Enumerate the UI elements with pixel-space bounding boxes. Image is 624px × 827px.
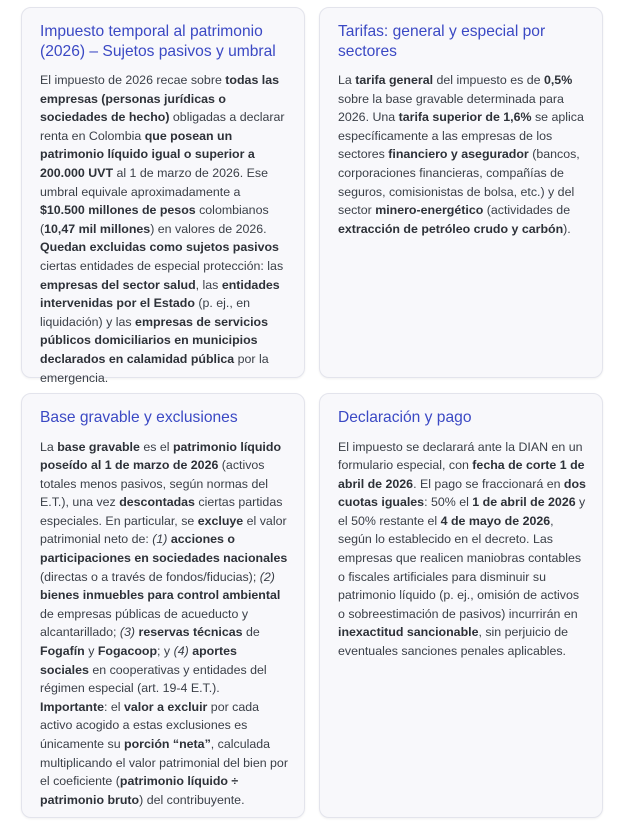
bold-text: excluye: [197, 513, 244, 528]
bold-text: 0,5%: [543, 73, 573, 87]
body-text: en cooperativas y entidades del régimen especial (art. 19-4 E.T.).: [40, 662, 267, 696]
body-text: (activos totales menos pasivos, según normas del E.T.), una vez: [40, 458, 268, 510]
bold-text: porción “neta”: [124, 737, 211, 751]
bold-text: patrimonio líquido poseído al 1 de marzo de 2026: [40, 439, 282, 473]
bold-text: base gravable: [57, 439, 140, 454]
bold-text: 10,47 mil millones: [44, 221, 151, 236]
body-text: ciertas partidas especiales. En particular, se: [40, 495, 283, 528]
bold-text: $10.500 millones de pesos: [40, 203, 196, 218]
body-text: El impuesto de 2026 recae sobre: [40, 73, 226, 87]
body-text: sobre la base gravable determinada para 2026. Una: [338, 91, 564, 125]
body-text: el valor patrimonial neto de:: [40, 513, 287, 547]
card-body: [40, 71, 288, 387]
bold-text: empresas del sector salud: [40, 277, 196, 292]
body-text: ) del contribuyente.: [139, 792, 245, 807]
body-text: , calculada multiplicando el valor patrimonial del bien por el coeficiente (: [40, 737, 288, 789]
body-text: de: [242, 625, 260, 640]
bold-text: inexactitud sancionable: [338, 625, 479, 640]
body-text: (directas o a través de fondos/fiducias);: [40, 569, 260, 584]
body-text: es el: [139, 439, 173, 454]
bold-text: 4 de mayo de 2026: [440, 513, 551, 528]
card-title: Base gravable y exclusiones: [40, 409, 238, 426]
body-text: del impuesto es de: [433, 73, 544, 87]
bold-text: todas las empresas (personas jurídicas o sociedades de hecho): [40, 73, 280, 125]
body-text: . El pago se fraccionará en: [413, 476, 564, 491]
card-title: Declaración y pago: [338, 409, 472, 426]
bold-text: entidades intervenidas por el Estado: [40, 277, 280, 311]
body-text: al 1 de marzo de 2026. Ese umbral equivale aproximadamente a: [40, 165, 268, 199]
bold-text: Fogacoop: [97, 644, 158, 659]
bold-text: que posean un patrimonio líquido igual o superior a 200.000 UVT: [40, 128, 255, 180]
body-text: ) en valores de 2026.: [150, 221, 267, 236]
bold-text: aportes sociales: [40, 644, 237, 677]
italic-text: (3): [119, 625, 136, 640]
card-body: [338, 438, 586, 661]
body-text: por la emergencia.: [40, 351, 269, 385]
body-text: (bancos, corporaciones financieras, compañías de seguros, comisionistas de bolsa, etc.) y del sector: [338, 147, 580, 218]
italic-text: (2): [259, 569, 275, 584]
card-tarifas: [319, 7, 603, 378]
card-title: Impuesto temporal al patrimonio (2026) – Sujetos pasivos y umbral: [40, 23, 276, 60]
body-text: : el: [104, 699, 125, 714]
bold-text: 1 de abril de 2026: [472, 495, 576, 510]
bold-text: fecha de corte 1 de abril de 2026: [338, 458, 585, 491]
bold-text: reservas técnicas: [138, 625, 243, 640]
bold-text: bienes inmuebles para control ambiental: [40, 588, 281, 603]
body-text: colombianos (: [40, 203, 269, 236]
bold-text: tarifa superior de 1,6%: [398, 110, 532, 125]
bold-text: patrimonio líquido ÷ patrimonio bruto: [40, 774, 239, 807]
body-text: ciertas entidades de especial protección: las: [40, 258, 284, 273]
bold-text: Fogafín: [40, 644, 85, 659]
body-text: de empresas públicas de acueducto y alcantarillado;: [40, 606, 249, 640]
body-text: (p. ej., en liquidación) y las: [40, 296, 251, 329]
body-text: ; y: [157, 644, 174, 659]
body-text: obligadas a declarar renta en Colombia: [40, 110, 285, 143]
body-text: por cada activo acogido a estas exclusiones es únicamente su: [40, 699, 260, 751]
card-sujetos-pasivos: [21, 7, 305, 385]
bold-text: Quedan excluidas como sujetos pasivos: [40, 240, 279, 255]
bold-text: dos cuotas iguales: [338, 476, 586, 510]
italic-text: (1): [152, 532, 168, 547]
card-title: Tarifas: general y especial por sectores: [338, 23, 546, 60]
body-text: (actividades de: [483, 203, 571, 218]
bold-text: empresas de servicios públicos domiciliarios en municipios declarados en calamidad pública: [40, 314, 268, 366]
body-text: y: [84, 644, 98, 659]
body-text: ).: [563, 221, 571, 236]
body-text: El impuesto se declarará ante la DIAN en un formulario especial, con: [338, 439, 583, 473]
body-text: La: [40, 439, 58, 454]
card-declaracion-pago: [319, 393, 603, 818]
body-text: , sin perjuicio de eventuales sanciones penales aplicables.: [338, 625, 569, 659]
bold-text: financiero y asegurador: [388, 147, 529, 162]
bold-text: extracción de petróleo crudo y carbón: [338, 221, 564, 236]
card-body: [40, 438, 288, 810]
italic-text: (4): [173, 644, 189, 659]
body-text: , las: [195, 277, 222, 292]
bold-text: Importante: [40, 699, 105, 714]
bold-text: descontadas: [119, 495, 195, 510]
body-text: : 50% el: [424, 495, 473, 510]
bold-text: acciones o participaciones en sociedades nacionales: [40, 532, 288, 566]
body-text: y el 50% restante el: [338, 495, 586, 528]
body-text: , según lo establecido en el decreto. Las empresas que realicen maniobras contables o fiscales artificiales para disminuir su patrimonio líquido (p. ej., omisión de activos o sobreestimación de pasivos) incurrirán en: [338, 513, 582, 621]
body-text: se aplica específicamente a las empresas de los sectores: [338, 110, 584, 162]
card-base-gravable: [21, 393, 305, 818]
card-body: [338, 71, 586, 238]
body-text: La: [338, 73, 356, 87]
bold-text: valor a excluir: [124, 699, 208, 714]
bold-text: minero-energético: [375, 203, 484, 218]
bold-text: tarifa general: [355, 73, 434, 87]
